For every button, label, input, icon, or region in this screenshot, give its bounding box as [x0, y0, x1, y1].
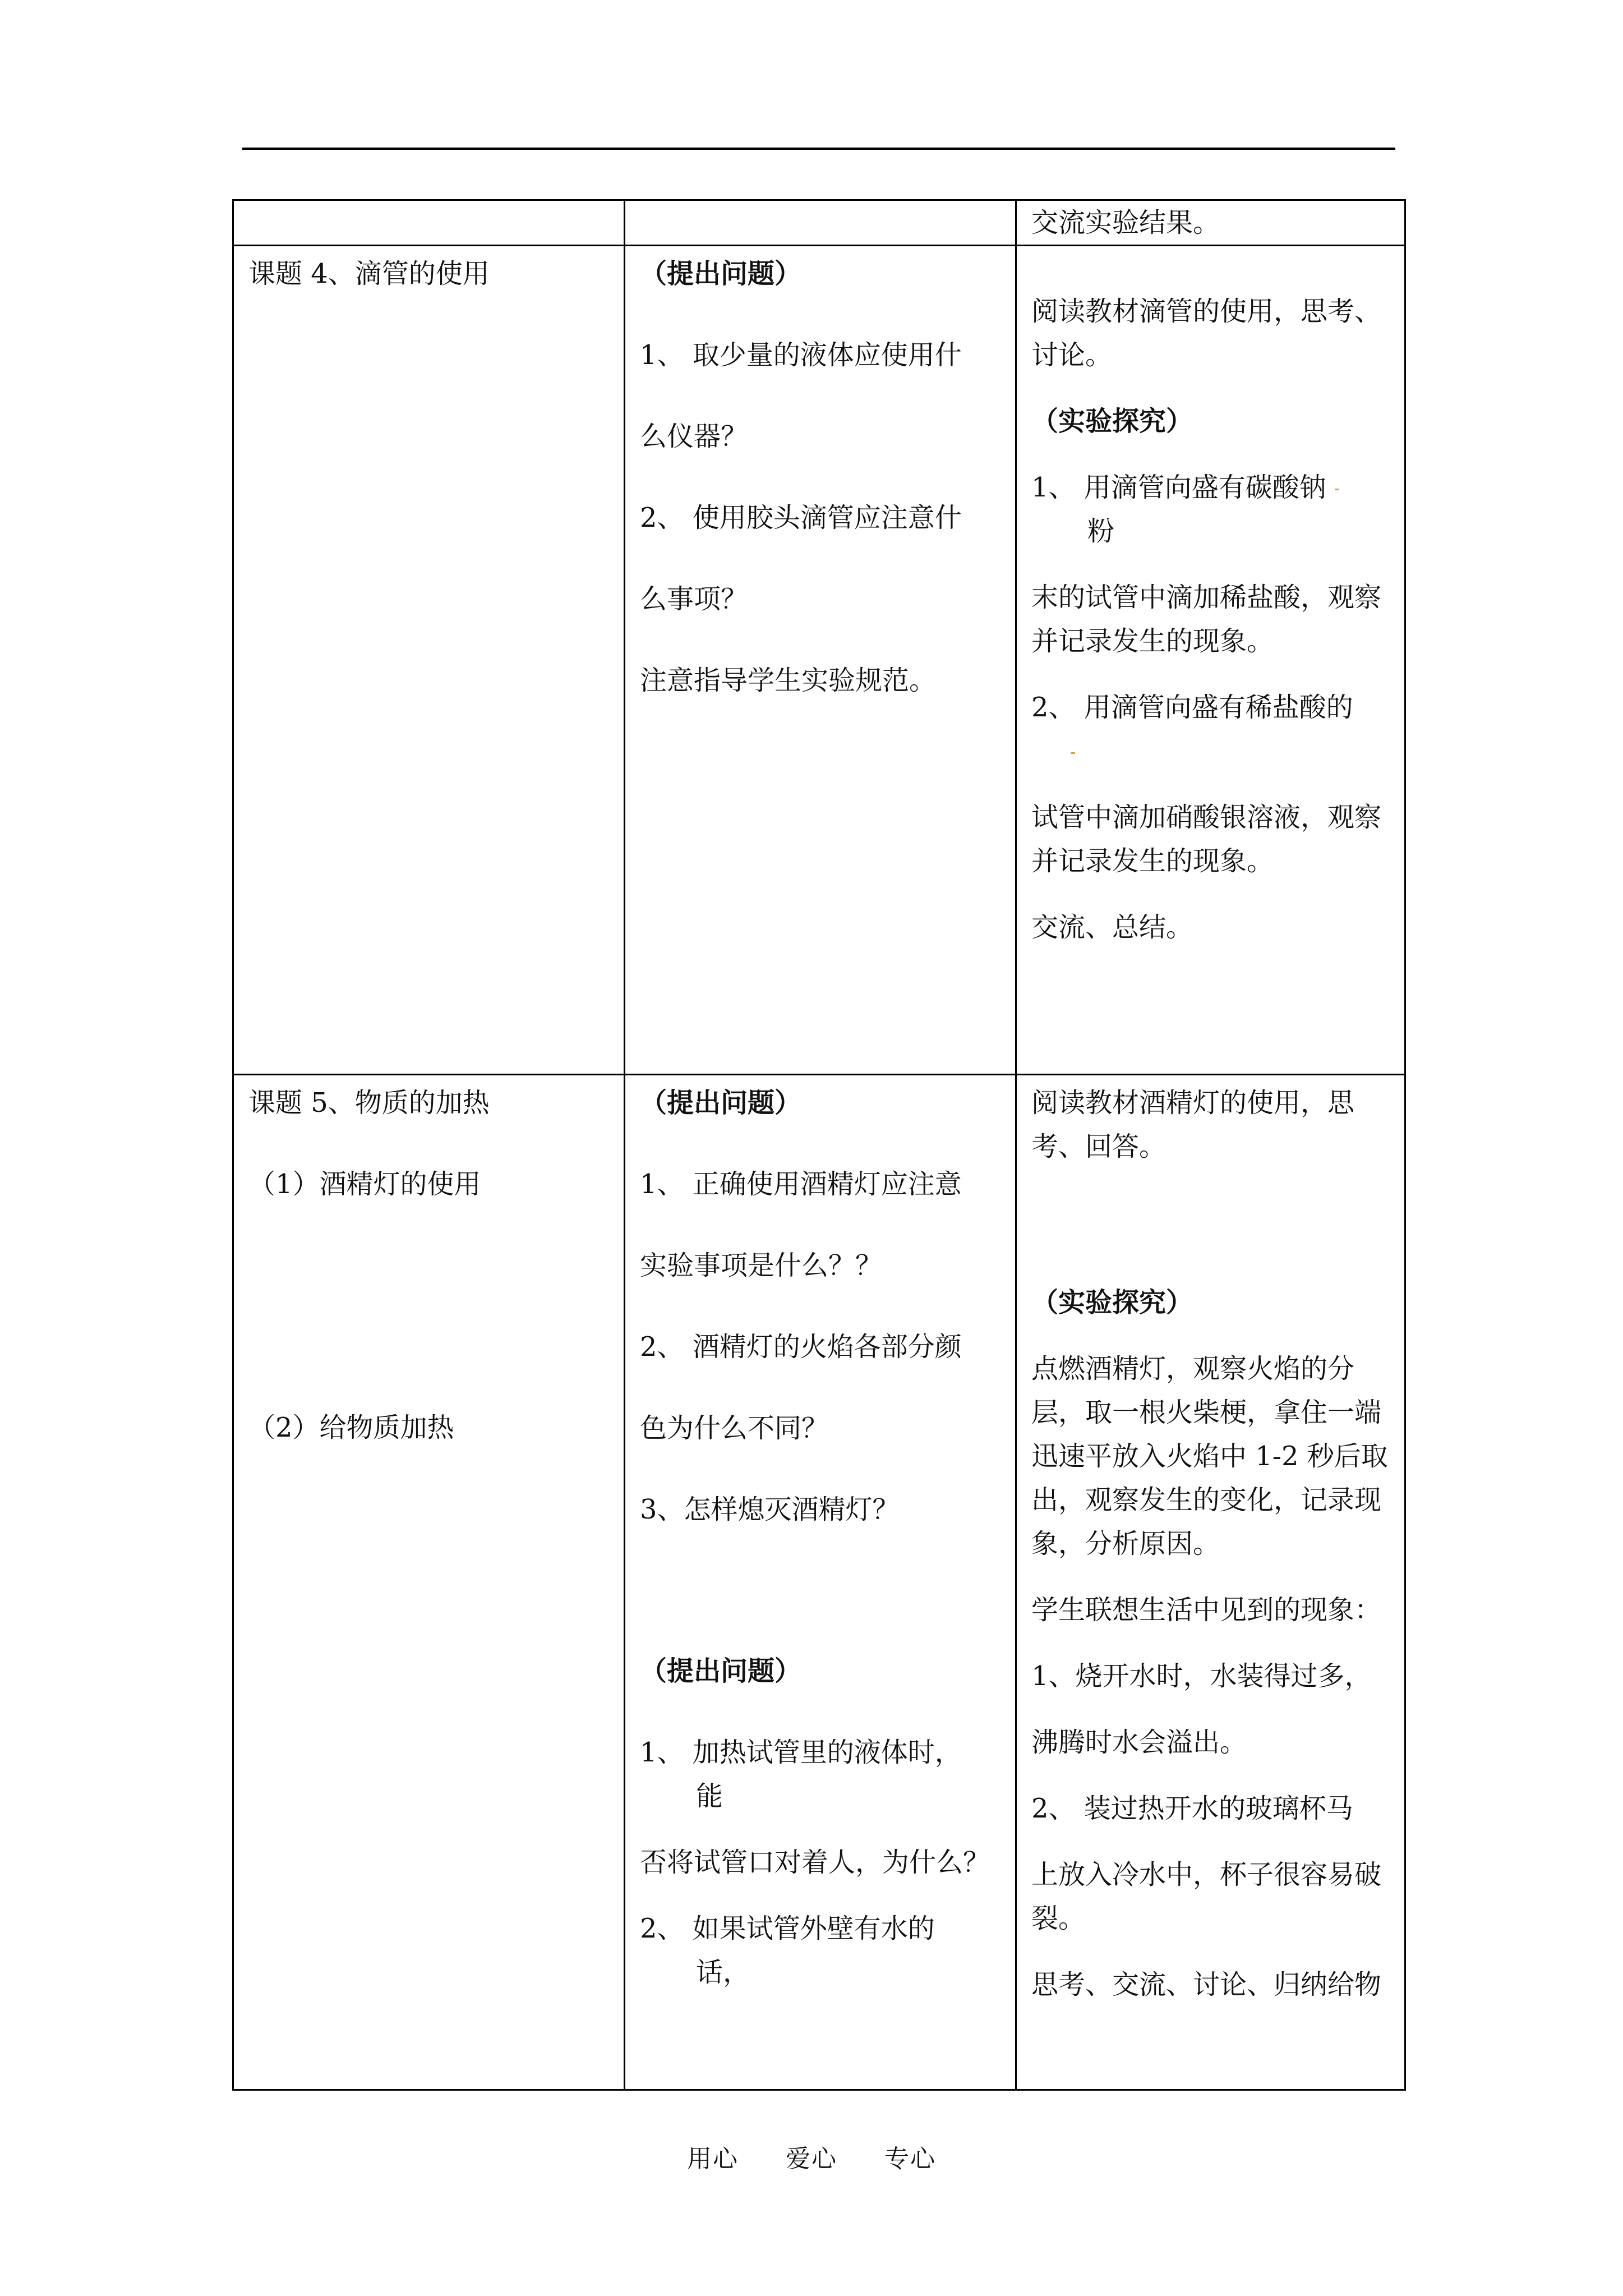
- student-activity-text: 交流实验结果。: [1031, 207, 1220, 238]
- cell-student: [1016, 200, 1405, 246]
- question-text: 实验事项是什么？？: [640, 1250, 883, 1281]
- question-text: 1、 取少量的液体应使用什: [640, 339, 962, 371]
- section-heading: （实验探究）: [1031, 406, 1193, 437]
- experiment-description: 点燃酒精灯，观察火焰的分层，取一根火柴梗，拿住一端迅速平放入火焰中 1-2 秒后取出，观察发生的变化，记录现象，分析原因。: [1031, 1353, 1388, 1559]
- cell-teacher: [625, 200, 1016, 246]
- question-text: 2、 酒精灯的火焰各部分颜: [640, 1331, 962, 1363]
- section-heading: （提出问题）: [640, 1655, 802, 1687]
- student-activity-text: 思考、交流、讨论、归纳给物: [1031, 1969, 1382, 2000]
- topic-title: 课题 4、滴管的使用: [248, 258, 490, 289]
- life-example: 上放入冷水中，杯子很容易破裂。: [1031, 1859, 1382, 1934]
- cell-teacher: [625, 1075, 1016, 2090]
- experiment-step: 2、 用滴管向盛有稀盐酸的: [1031, 692, 1353, 723]
- life-example: 2、 装过热开水的玻璃杯马: [1031, 1793, 1353, 1824]
- table-row: [233, 246, 1405, 1075]
- footer-word: 用心: [687, 2145, 739, 2173]
- header-rule: [242, 148, 1395, 150]
- question-text: 么仪器？: [640, 421, 748, 452]
- cell-student: [1016, 1075, 1405, 2090]
- cell-topic: [233, 200, 625, 246]
- experiment-step: 粉: [1087, 516, 1115, 547]
- ink-mark: [1071, 752, 1075, 754]
- experiment-step-text: 1、 用滴管向盛有碳酸钠: [1031, 472, 1326, 503]
- page-footer: [0, 2138, 1623, 2174]
- life-example: 1、烧开水时，水装得过多，: [1031, 1660, 1372, 1692]
- topic-title: 课题 5、物质的加热: [248, 1087, 490, 1119]
- question-text: 1、 加热试管里的液体时，: [640, 1737, 962, 1768]
- ink-mark: [1335, 489, 1339, 490]
- experiment-step: 试管中滴加硝酸银溶液，观察并记录发生的现象。: [1031, 802, 1382, 877]
- footer-word: 爱心: [786, 2145, 837, 2173]
- question-text: 否将试管口对着人，为什么？: [640, 1847, 990, 1878]
- table-row: [233, 200, 1405, 246]
- subtopic: （1）酒精灯的使用: [248, 1168, 481, 1200]
- life-example: 沸腾时水会溢出。: [1031, 1727, 1247, 1758]
- section-heading: （提出问题）: [640, 258, 802, 289]
- question-text: 能: [696, 1780, 723, 1812]
- experiment-step: [1031, 466, 1390, 509]
- teaching-note: 注意指导学生实验规范。: [640, 665, 937, 696]
- table-row: [233, 1075, 1405, 2090]
- section-heading: （提出问题）: [640, 1087, 802, 1119]
- lesson-plan-table: [232, 199, 1406, 2091]
- experiment-step: 末的试管中滴加稀盐酸，观察并记录发生的现象。: [1031, 582, 1382, 657]
- question-text: 色为什么不同？: [640, 1412, 829, 1444]
- student-activity-text: 阅读教材滴管的使用，思考、讨论。: [1031, 296, 1382, 371]
- summary-text: 交流、总结。: [1031, 912, 1193, 943]
- question-text: 话，: [696, 1957, 750, 1988]
- question-text: 么事项？: [640, 583, 748, 615]
- cell-teacher: [625, 246, 1016, 1075]
- question-text: 2、 如果试管外壁有水的: [640, 1913, 935, 1944]
- cell-topic: [233, 246, 625, 1075]
- section-heading: （实验探究）: [1031, 1287, 1193, 1318]
- subtopic: （2）给物质加热: [248, 1412, 454, 1443]
- question-text: 3、怎样熄灭酒精灯？: [640, 1494, 900, 1525]
- question-text: 1、 正确使用酒精灯应注意: [640, 1168, 962, 1200]
- student-activity-text: 阅读教材酒精灯的使用，思考、回答。: [1031, 1087, 1355, 1162]
- cell-student: [1016, 246, 1405, 1075]
- student-activity-text: 学生联想生活中见到的现象：: [1031, 1594, 1382, 1626]
- footer-word: 专心: [884, 2145, 936, 2173]
- cell-topic: [233, 1075, 625, 2090]
- question-text: 2、 使用胶头滴管应注意什: [640, 502, 962, 533]
